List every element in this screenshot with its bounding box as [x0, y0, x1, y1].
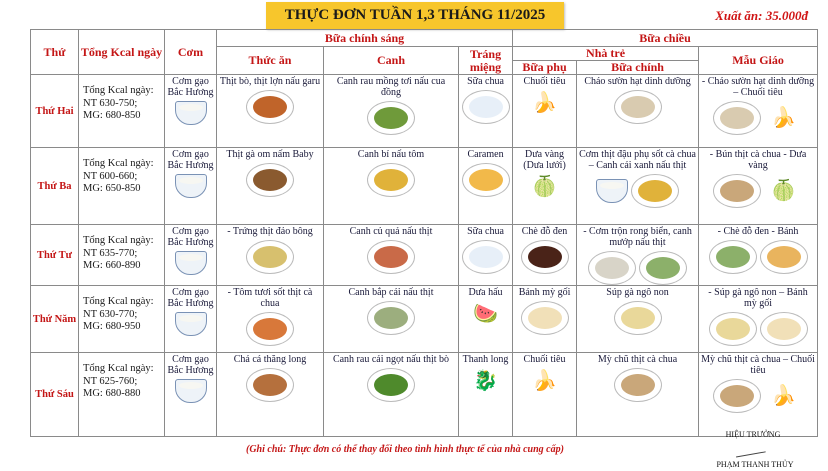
- kcal-cell: [79, 353, 165, 437]
- food-image: [461, 368, 510, 394]
- rice-bowl-icon: [175, 101, 207, 125]
- main-dish-cell-text: Chả cá thăng long: [233, 354, 307, 365]
- corn-soup-icon: [614, 301, 662, 335]
- kcal-cell: [79, 148, 165, 225]
- yogurt-icon: [462, 90, 510, 124]
- rice-cell: [165, 353, 217, 437]
- kcal-line: NT 635-770;: [83, 247, 138, 259]
- green-soup-icon: [367, 101, 415, 135]
- kcal-line: Tổng Kcal ngày:: [83, 158, 154, 169]
- snack-cell-text: Bánh mỳ gối: [518, 287, 571, 298]
- food-image: [326, 368, 456, 402]
- soup-cell-text: Canh rau mồng tơi nấu cua đồng: [336, 76, 446, 98]
- melon-icon: 🍈: [771, 179, 796, 202]
- corn-soup-icon: [709, 312, 757, 346]
- black-bean-dessert-icon: [521, 240, 569, 274]
- kindergarten-cell: [699, 353, 818, 437]
- nursery-main-cell: [577, 75, 699, 148]
- bread-icon: [760, 312, 808, 346]
- header-kcal: Tổng Kcal ngày: [79, 30, 165, 75]
- kcal-line: NT 600-660;: [83, 170, 138, 182]
- food-image: [515, 90, 574, 116]
- food-image: [219, 312, 321, 346]
- rice-cell-text: Cơm gạo Bắc Hương: [167, 149, 214, 171]
- food-image: [461, 301, 510, 327]
- food-image: [701, 101, 815, 135]
- kcal-line: Tổng Kcal ngày:: [83, 296, 154, 307]
- kcal-line: MG: 680-880: [83, 388, 141, 399]
- snack-cell: [513, 148, 577, 225]
- footnote: (Ghi chú: Thực đơn có thể thay đổi theo tình hình thực tế của nhà cung cấp): [246, 444, 564, 455]
- banana-icon: 🍌: [532, 369, 557, 392]
- header-snack: Bữa phụ: [513, 61, 577, 75]
- soup-cell: [324, 225, 459, 286]
- header-morning: Bữa chính sáng: [217, 30, 513, 47]
- header-main-meal: Bữa chính: [577, 61, 699, 75]
- day-name-text: Thứ Tư: [37, 249, 72, 261]
- day-name: [31, 225, 79, 286]
- kindergarten-cell-text: - Bún thịt cà chua - Dưa vàng: [709, 149, 807, 171]
- banana-icon: 🍌: [771, 384, 796, 407]
- rice-cell-text: Cơm gạo Bắc Hương: [167, 226, 214, 248]
- soup-cell: [324, 353, 459, 437]
- soup-cell: [324, 148, 459, 225]
- food-image: [165, 379, 216, 403]
- soup-cell: [324, 75, 459, 148]
- snack-cell-text: Chuối tiêu: [523, 76, 566, 87]
- day-name: [31, 286, 79, 353]
- day-name: [31, 148, 79, 225]
- food-image: [461, 90, 510, 124]
- egg-dish-icon: [246, 240, 294, 274]
- main-dish-cell: [217, 148, 324, 225]
- soup-cell-text: Canh rau cải ngọt nấu thịt bò: [332, 354, 450, 365]
- kindergarten-cell: [699, 286, 818, 353]
- kcal-line: NT 625-760;: [83, 375, 138, 387]
- pumpkin-soup-icon: [631, 174, 679, 208]
- banana-icon: 🍌: [771, 106, 796, 129]
- meal-price: Xuất ăn: 35.000đ: [715, 8, 808, 23]
- nursery-main-cell-text: Mỳ chũ thịt cà chua: [597, 354, 678, 365]
- table-row: [31, 75, 818, 148]
- kcal-cell: [79, 286, 165, 353]
- main-dish-cell-text: - Tôm tươi sốt thịt cà chua: [227, 287, 313, 309]
- noodle-soup-icon: [713, 379, 761, 413]
- food-image: [461, 240, 510, 274]
- menu-title: THỰC ĐƠN TUẦN 1,3 THÁNG 11/2025: [266, 2, 564, 29]
- dessert-cell-text: Dưa hấu: [468, 287, 503, 298]
- yogurt-icon: [462, 240, 510, 274]
- nursery-main-cell-text: Cháo sườn hạt dinh dưỡng: [584, 76, 691, 87]
- rice-balls-icon: [588, 251, 636, 285]
- food-image: [219, 90, 321, 124]
- dragon-fruit-icon: 🐉: [473, 369, 498, 392]
- weekly-menu-table: [30, 29, 818, 437]
- kcal-line: MG: 650-850: [83, 183, 141, 194]
- kindergarten-cell: [699, 225, 818, 286]
- main-dish-cell: [217, 75, 324, 148]
- rice-bowl-icon: [175, 312, 207, 336]
- rice-cell: [165, 75, 217, 148]
- day-name: [31, 75, 79, 148]
- nursery-main-cell-text: Cơm thịt đậu phụ sốt cà chua – Canh cải xanh nấu thịt: [579, 149, 696, 171]
- table-row: [31, 353, 818, 437]
- cabbage-soup-icon: [367, 301, 415, 335]
- table-row: [31, 225, 818, 286]
- bread-icon: [521, 301, 569, 335]
- pumpkin-soup-icon: [367, 163, 415, 197]
- nursery-main-cell-text: - Cơm trộn rong biển, canh mướp nấu thịt: [583, 226, 692, 248]
- greens-soup-icon: [367, 368, 415, 402]
- food-image: [165, 174, 216, 198]
- header-afternoon: Bữa chiều: [513, 30, 818, 47]
- noodle-soup-icon: [614, 368, 662, 402]
- banana-icon: 🍌: [532, 91, 557, 114]
- food-image: [701, 379, 815, 413]
- kcal-line: NT 630-750;: [83, 97, 138, 109]
- main-dish-cell-text: Thịt gà om nấm Baby: [226, 149, 314, 160]
- caramel-icon: [462, 163, 510, 197]
- day-name-text: Thứ Hai: [35, 105, 74, 117]
- cake-icon: [760, 240, 808, 274]
- food-image: [326, 240, 456, 274]
- day-name-text: Thứ Ba: [37, 180, 72, 192]
- snack-cell: [513, 225, 577, 286]
- noodle-soup-icon: [713, 174, 761, 208]
- food-image: [579, 251, 696, 285]
- shrimp-dish-icon: [246, 312, 294, 346]
- kcal-cell: [79, 225, 165, 286]
- food-image: [461, 163, 510, 197]
- kindergarten-cell: [699, 75, 818, 148]
- day-name: [31, 353, 79, 437]
- snack-cell: [513, 75, 577, 148]
- rice-cell: [165, 225, 217, 286]
- food-image: [165, 251, 216, 275]
- kcal-line: MG: 680-950: [83, 321, 141, 332]
- kcal-line: Tổng Kcal ngày:: [83, 235, 154, 246]
- kcal-line: Tổng Kcal ngày:: [83, 363, 154, 374]
- day-name-text: Thứ Năm: [32, 313, 77, 325]
- snack-cell-text: Dưa vàng (Dưa lưới): [523, 149, 566, 171]
- food-image: [701, 174, 815, 208]
- signature-mark: [734, 441, 765, 457]
- nursery-main-cell: [577, 148, 699, 225]
- kcal-line: MG: 680-850: [83, 110, 141, 121]
- kcal-line: NT 630-770;: [83, 308, 138, 320]
- dessert-cell: [459, 75, 513, 148]
- nursery-main-cell-text: Súp gà ngô non: [606, 287, 669, 298]
- food-image: [219, 163, 321, 197]
- dessert-cell: [459, 353, 513, 437]
- dessert-cell: [459, 286, 513, 353]
- rice-bowl-icon: [175, 251, 207, 275]
- fish-cake-icon: [246, 368, 294, 402]
- squash-soup-icon: [639, 251, 687, 285]
- soup-cell-text: Canh bắp cải nấu thịt: [348, 287, 434, 298]
- vegetable-soup-icon: [367, 240, 415, 274]
- kindergarten-cell-text: - Chè đỗ đen - Bánh: [717, 226, 799, 237]
- food-image: [701, 240, 815, 274]
- food-image: [579, 174, 696, 208]
- soup-cell-text: Canh củ quả nấu thịt: [349, 226, 433, 237]
- main-dish-cell: [217, 353, 324, 437]
- porridge-icon: [713, 101, 761, 135]
- kindergarten-cell-text: - Cháo sườn hạt dinh dưỡng – Chuối tiêu: [701, 76, 815, 98]
- main-dish-cell: [217, 286, 324, 353]
- porridge-icon: [614, 90, 662, 124]
- dessert-cell-text: Sữa chua: [467, 76, 504, 87]
- food-image: [579, 368, 696, 402]
- food-image: [165, 312, 216, 336]
- nursery-main-cell: [577, 286, 699, 353]
- dessert-cell: [459, 225, 513, 286]
- food-image: [579, 301, 696, 335]
- food-image: [326, 301, 456, 335]
- kcal-line: Tổng Kcal ngày:: [83, 85, 154, 96]
- main-dish-cell-text: Thịt bò, thịt lợn nấu garu: [219, 76, 321, 87]
- dessert-cell-text: Caramen: [467, 149, 504, 160]
- rice-bowl-icon: [596, 179, 628, 203]
- header-dessert: Tráng miệng: [459, 47, 513, 75]
- food-image: [219, 368, 321, 402]
- food-image: [515, 174, 574, 200]
- nursery-main-cell: [577, 225, 699, 286]
- header-day: Thứ: [31, 30, 79, 75]
- rice-bowl-icon: [175, 379, 207, 403]
- day-name-text: Thứ Sáu: [35, 389, 74, 400]
- table-row: [31, 148, 818, 225]
- rice-cell-text: Cơm gạo Bắc Hương: [167, 287, 214, 309]
- curry-dish-icon: [246, 90, 294, 124]
- dessert-cell: [459, 148, 513, 225]
- snack-cell-text: Chuối tiêu: [523, 354, 566, 365]
- header-soup: Canh: [324, 47, 459, 75]
- food-image: [326, 163, 456, 197]
- main-dish-cell-text: - Trứng thịt đảo bông: [227, 226, 313, 237]
- kindergarten-cell-text: - Súp gà ngô non – Bánh mỳ gối: [708, 287, 808, 309]
- food-image: [515, 240, 574, 274]
- rice-bowl-icon: [175, 174, 207, 198]
- rice-cell-text: Cơm gạo Bắc Hương: [167, 76, 214, 98]
- rice-cell: [165, 286, 217, 353]
- nursery-main-cell: [577, 353, 699, 437]
- kcal-cell: [79, 75, 165, 148]
- food-image: [515, 301, 574, 335]
- dessert-cell-text: Thanh long: [462, 354, 509, 365]
- food-image: [515, 368, 574, 394]
- kcal-line: MG: 660-890: [83, 260, 141, 271]
- soup-cell: [324, 286, 459, 353]
- food-image: [219, 240, 321, 274]
- rice-cell-text: Cơm gạo Bắc Hương: [167, 354, 214, 376]
- header-kindergarten: Mẫu Giáo: [699, 47, 818, 75]
- kindergarten-cell-text: Mỳ chũ thịt cà chua – Chuối tiêu: [701, 354, 815, 376]
- food-image: [579, 90, 696, 124]
- header-nursery: Nhà trẻ: [513, 47, 699, 61]
- chicken-dish-icon: [246, 163, 294, 197]
- squash-soup-icon: [709, 240, 757, 274]
- food-image: [326, 101, 456, 135]
- melon-icon: 🍈: [532, 175, 557, 198]
- kindergarten-cell: [699, 148, 818, 225]
- dessert-cell-text: Sữa chua: [467, 226, 504, 237]
- soup-cell-text: Canh bí nấu tôm: [357, 149, 425, 160]
- signature-role: HIỆU TRƯỞNG: [725, 430, 781, 439]
- watermelon-icon: 🍉: [473, 302, 498, 325]
- snack-cell: [513, 353, 577, 437]
- header-main-dish: Thức ăn: [217, 47, 324, 75]
- header-rice: Cơm: [165, 30, 217, 75]
- signature-name: PHẠM THANH THỦY: [716, 460, 794, 469]
- snack-cell-text: Chè đỗ đen: [521, 226, 568, 237]
- food-image: [701, 312, 815, 346]
- main-dish-cell: [217, 225, 324, 286]
- rice-cell: [165, 148, 217, 225]
- food-image: [165, 101, 216, 125]
- table-row: [31, 286, 818, 353]
- snack-cell: [513, 286, 577, 353]
